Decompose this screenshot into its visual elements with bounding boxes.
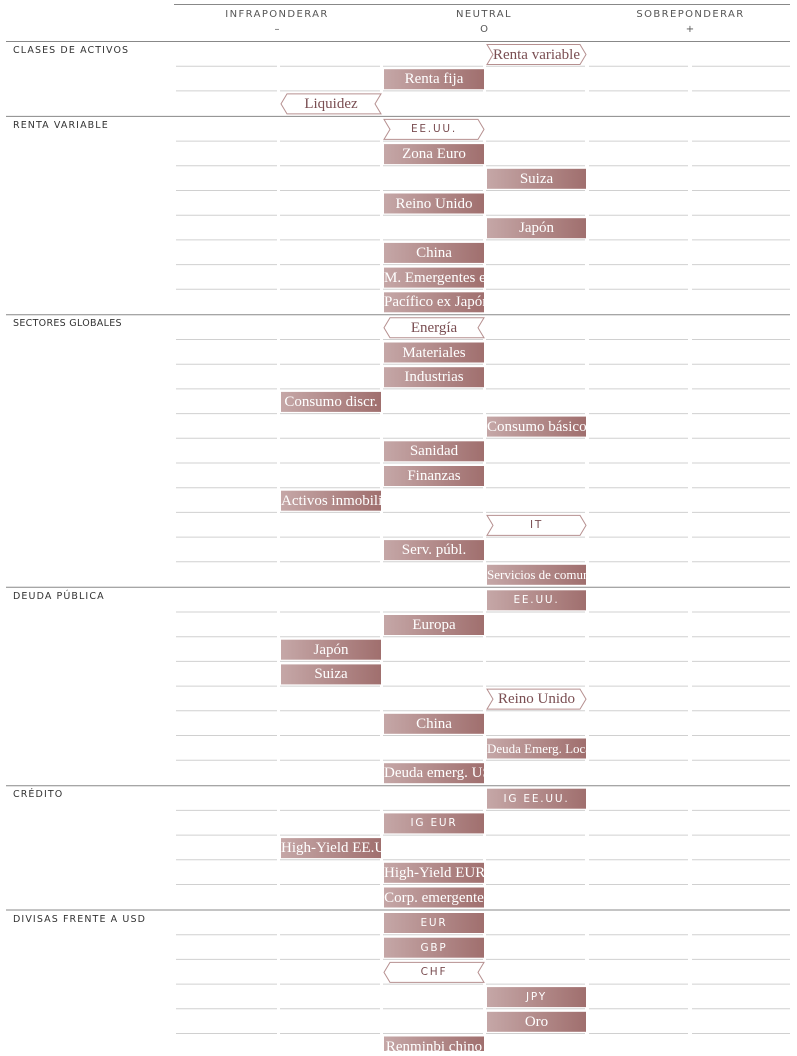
bar-label: Deuda Emerg. Local (ex China) (487, 740, 654, 756)
bar-label: IT (529, 519, 544, 532)
header-neutral: NEUTRAL (456, 9, 512, 20)
bar-label: Servicios de comunicación (487, 566, 628, 582)
bar-label: Consumo básico (487, 418, 587, 435)
bar-label: Japón (313, 641, 349, 658)
header-overweight: SOBREPONDERAR (636, 9, 745, 20)
bar-label: Zona Euro (402, 146, 466, 163)
bar-label: EUR (420, 917, 448, 929)
bar-label: Renta fija (404, 71, 464, 88)
bar-label: Suiza (314, 666, 348, 683)
bar-label: Sanidad (409, 443, 459, 460)
bar-label: EE.UU. (513, 594, 560, 607)
bar-label: JPY (525, 991, 547, 1004)
bar-label: Reino Unido (395, 195, 473, 212)
bar-label: Deuda emerg. USD (384, 765, 502, 782)
bar-label: Renminbi chino (385, 1038, 483, 1055)
bar-label: CHF (420, 966, 448, 979)
bar-label: M. Emergentes ex China (384, 269, 533, 286)
symbol-underweight: – (274, 24, 280, 35)
section-label: RENTA VARIABLE (13, 119, 109, 131)
bar-label: Japón (519, 220, 554, 237)
section-label: CLASES DE ACTIVOS (13, 45, 130, 56)
bar-label: Consumo discr. (284, 393, 378, 410)
bar-label: China (416, 715, 452, 732)
bar-label: EE.UU. (410, 123, 458, 136)
bar-label: IG EE.UU. (503, 792, 570, 805)
bar-label: High-Yield EUR (384, 864, 486, 881)
section-label: DEUDA PÚBLICA (13, 590, 105, 602)
bar-label: Activos inmobiliarios (281, 492, 412, 509)
bar-label: Suiza (519, 170, 554, 187)
bar-label: Industrias (404, 369, 464, 386)
bar-label: GBP (420, 941, 448, 954)
symbol-neutral: O (480, 24, 488, 35)
section-label: CRÉDITO (13, 789, 64, 801)
bar-label: Liquidez (304, 95, 358, 112)
bar-label: Pacífico ex Japón (384, 294, 490, 311)
bar-label: Renta variable (492, 46, 581, 63)
header-underweight: INFRAPONDERAR (225, 9, 329, 20)
bar-label: Reino Unido (497, 691, 576, 708)
bar-label: Materiales (402, 344, 466, 361)
section-label: DIVISAS FRENTE A USD (13, 913, 146, 925)
bar-label: Europa (412, 617, 456, 633)
bar-label: Oro (524, 1013, 549, 1030)
section-label: SECTORES GLOBALES (13, 318, 122, 330)
bar-label: IG EUR (410, 817, 458, 830)
bar-label: High-Yield EE.UU. (281, 840, 400, 857)
symbol-overweight: + (685, 24, 695, 35)
bar-label: Corp. emergente (384, 889, 484, 906)
bar-label: Energía (410, 319, 458, 336)
bar-label: Serv. públ. (401, 542, 467, 559)
bar-label: China (416, 244, 452, 261)
bar-label: Finanzas (407, 468, 461, 484)
